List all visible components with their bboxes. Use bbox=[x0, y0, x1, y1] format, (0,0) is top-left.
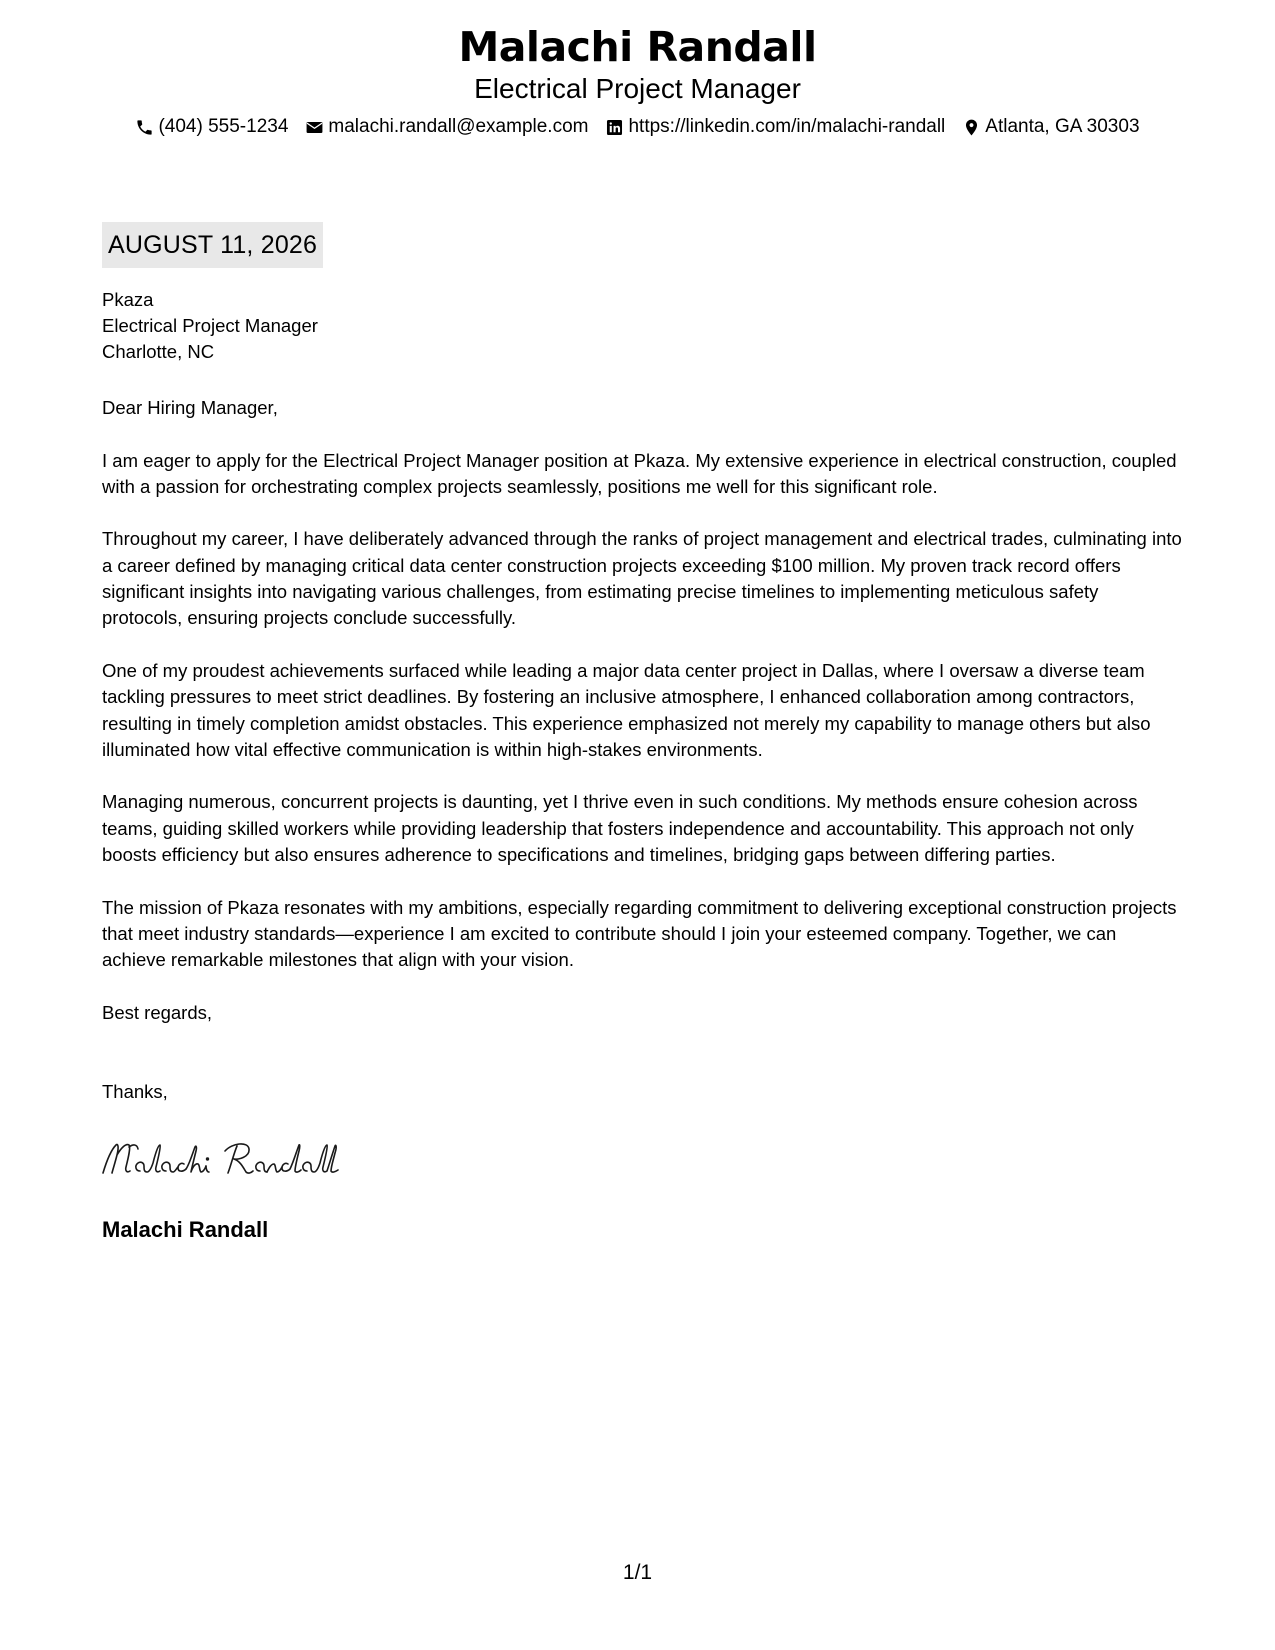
phone-text: (404) 555-1234 bbox=[158, 116, 289, 137]
letter-date: AUGUST 11, 2026 bbox=[102, 222, 323, 268]
applicant-role: Electrical Project Manager bbox=[474, 73, 801, 104]
contact-email[interactable] bbox=[305, 114, 588, 140]
linkedin-icon bbox=[605, 118, 624, 137]
linkedin-text: https://linkedin.com/in/malachi-randall bbox=[628, 116, 946, 137]
phone-icon bbox=[135, 118, 154, 137]
handwritten-signature bbox=[100, 1135, 370, 1185]
envelope-icon bbox=[305, 118, 324, 137]
contact-location bbox=[962, 114, 1139, 140]
closing: Best regards, bbox=[102, 1002, 213, 1023]
recipient-position: Electrical Project Manager bbox=[102, 315, 318, 336]
recipient-location: Charlotte, NC bbox=[102, 341, 215, 362]
recipient-company: Pkaza bbox=[102, 289, 154, 310]
recipient-block bbox=[102, 287, 318, 365]
letter-body bbox=[102, 395, 1182, 1000]
contact-linkedin[interactable] bbox=[605, 114, 945, 140]
signer-name: Malachi Randall bbox=[102, 1217, 269, 1242]
map-marker-icon bbox=[962, 118, 981, 137]
letter-header bbox=[0, 22, 1275, 140]
thanks: Thanks, bbox=[102, 1081, 168, 1102]
email-text: malachi.randall@example.com bbox=[328, 116, 589, 137]
paragraph: One of my proudest achievements surfaced while leading a major data center project in Dallas, where I oversaw a diverse team tackling pressures to meet strict deadlines. By fostering an inclusive atmosphere, I enhanced collaboration among contractors, resulting in timely completion amidst obstacles. This experience emphasized not merely my capability to manage others but also illuminated how vital effective communication is within high-stakes environments. bbox=[102, 659, 1151, 760]
salutation: Dear Hiring Manager, bbox=[102, 397, 278, 418]
paragraph: Managing numerous, concurrent projects is daunting, yet I thrive even in such conditions. My methods ensure cohesion across teams, guiding skilled workers while providing leadership that fosters independence and accountability. This approach not only boosts efficiency but also ensures adherence to specifications and timelines, bridging gaps between differing parties. bbox=[102, 791, 1138, 866]
page-number: 1/1 bbox=[622, 1561, 653, 1584]
contact-bar bbox=[0, 114, 1275, 140]
location-text: Atlanta, GA 30303 bbox=[985, 116, 1140, 137]
paragraph: The mission of Pkaza resonates with my ambitions, especially regarding commitment to delivering exceptional construction projects that meet industry standards—experience I am excited to contribute should I join your esteemed company. Together, we can achieve remarkable milestones that align with your vision. bbox=[102, 896, 1177, 971]
paragraph: I am eager to apply for the Electrical Project Manager position at Pkaza. My extensive experience in electrical construction, coupled with a passion for orchestrating complex projects seamlessly, positions me well for this significant role. bbox=[102, 449, 1177, 497]
paragraph: Throughout my career, I have deliberately advanced through the ranks of project management and electrical trades, culminating into a career defined by managing critical data center construction projects exceeding $100 million. My proven track record offers significant insights into navigating various challenges, from estimating precise timelines to implementing meticulous safety protocols, ensuring projects conclude successfully. bbox=[102, 528, 1182, 629]
applicant-name: Malachi Randall bbox=[458, 23, 817, 71]
contact-phone[interactable] bbox=[135, 114, 288, 140]
